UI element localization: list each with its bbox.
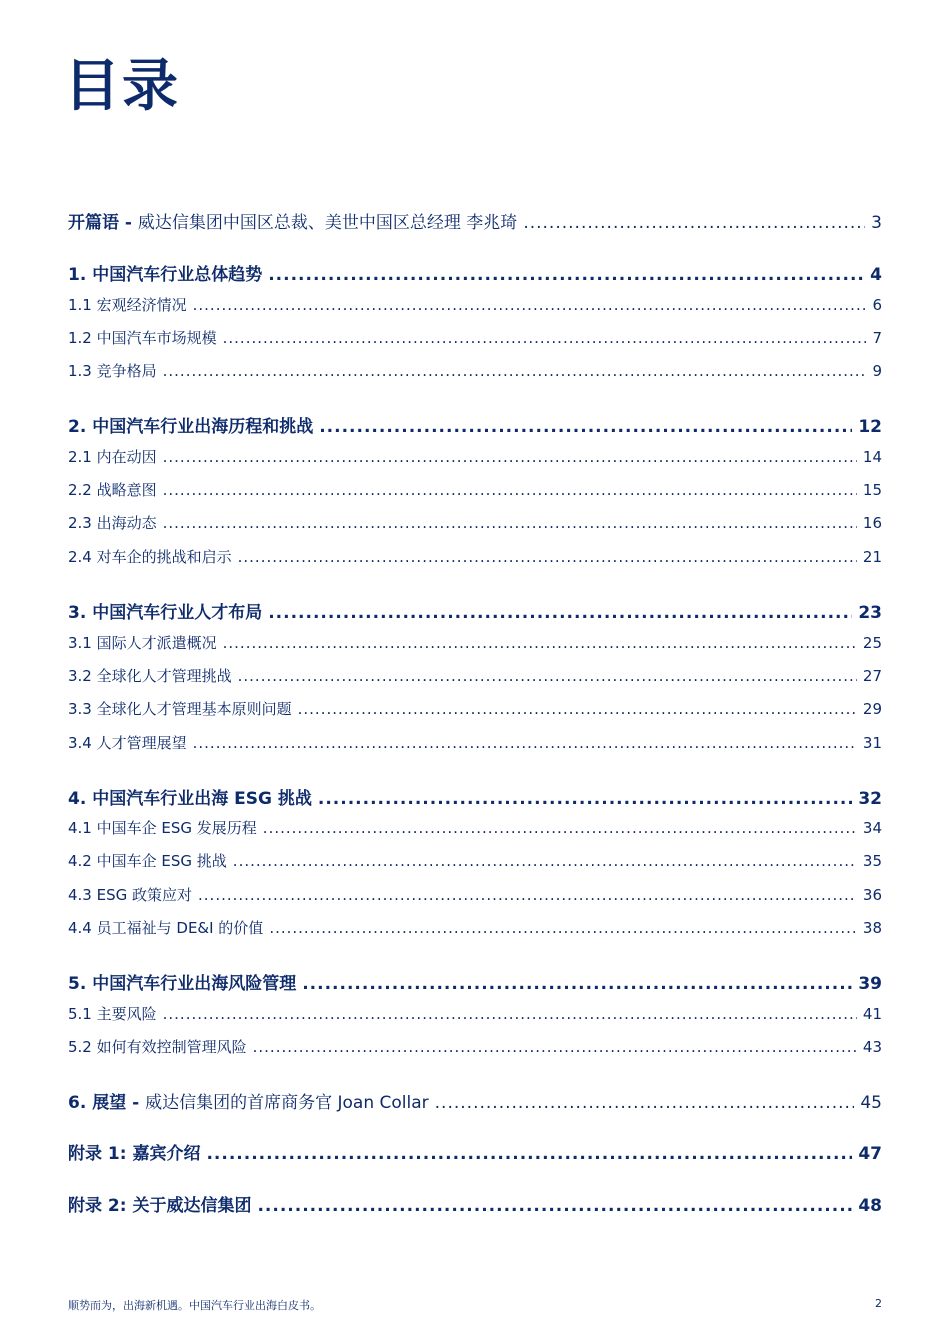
toc-dot-leader	[163, 1005, 857, 1023]
toc-entry-title-text: 4.2 中国车企 ESG 挑战	[68, 852, 227, 870]
toc-entry-title	[68, 969, 296, 994]
toc-entry-title-text: 3.4 人才管理展望	[68, 734, 187, 752]
toc-entry[interactable]	[68, 598, 882, 623]
toc-entry[interactable]	[68, 969, 882, 994]
toc-page-number: 35	[862, 852, 882, 870]
toc-dot-leader	[163, 514, 857, 532]
toc-entry-title	[68, 446, 157, 467]
toc-entry-title	[68, 412, 313, 437]
toc-dot-leader	[257, 1196, 852, 1216]
toc-dot-leader	[253, 1038, 857, 1056]
toc-page-number: 7	[872, 329, 882, 347]
toc-page-number: 31	[862, 734, 882, 752]
toc-subentry[interactable]	[68, 546, 882, 567]
toc-entry-title	[68, 917, 263, 938]
toc-entry-title	[68, 546, 232, 567]
toc-entry-title-text: 2.2 战略意图	[68, 481, 157, 499]
toc-subentry[interactable]	[68, 732, 882, 753]
toc-entry-title-text: 2.3 出海动态	[68, 514, 157, 532]
toc-entry-title	[68, 850, 227, 871]
toc-entry-title-text: 5.1 主要风险	[68, 1005, 157, 1023]
toc-entry-title-text: 2.1 内在动因	[68, 448, 157, 466]
toc-entry-title	[68, 260, 262, 285]
toc-page-number: 39	[858, 974, 882, 994]
toc-dot-leader	[269, 919, 857, 937]
toc-dot-leader	[298, 700, 857, 718]
toc-entry-title-text: 威达信集团的首席商务官 Joan Collar	[145, 1093, 429, 1113]
toc-page-number: 3	[871, 213, 882, 233]
toc-entry-title-bold: 附录 1: 嘉宾介绍	[68, 1144, 201, 1164]
toc-entry-title-bold: 1. 中国汽车行业总体趋势	[68, 265, 263, 285]
toc-entry-title-bold: 6. 展望 -	[68, 1093, 146, 1113]
toc-page-number: 6	[872, 296, 882, 314]
toc-entry-title	[68, 784, 312, 809]
toc-entry-title-text: 4.3 ESG 政策应对	[68, 886, 193, 904]
toc-entry[interactable]	[68, 1191, 882, 1216]
toc-entry-title	[68, 208, 517, 233]
toc-dot-leader	[268, 603, 852, 623]
toc-entry[interactable]	[68, 260, 882, 285]
toc-page-number: 38	[862, 919, 882, 937]
toc-page-number: 14	[862, 448, 882, 466]
toc-dot-leader	[198, 886, 857, 904]
toc-page-number: 21	[862, 548, 882, 566]
toc-subentry[interactable]	[68, 327, 882, 348]
toc-subentry[interactable]	[68, 479, 882, 500]
toc-entry-title	[68, 294, 187, 315]
toc-dot-leader	[318, 789, 852, 809]
toc-entry-title	[68, 1088, 429, 1113]
toc-dot-leader	[233, 852, 857, 870]
footer-page-number: 2	[875, 1297, 882, 1310]
toc-entry[interactable]	[68, 1139, 882, 1164]
toc-dot-leader	[193, 296, 867, 314]
toc-entry[interactable]	[68, 1088, 882, 1113]
toc-entry-title-bold: 2. 中国汽车行业出海历程和挑战	[68, 417, 314, 437]
toc-entry-title-bold: 附录 2: 关于威达信集团	[68, 1196, 252, 1216]
toc-page-number: 9	[872, 362, 882, 380]
toc-entry-title-text: 4.1 中国车企 ESG 发展历程	[68, 819, 257, 837]
toc-dot-leader	[268, 265, 864, 285]
toc-page-number: 12	[858, 417, 882, 437]
toc-entry-title	[68, 1003, 157, 1024]
toc-entry-title	[68, 817, 257, 838]
toc-subentry[interactable]	[68, 817, 882, 838]
toc-page-number: 16	[862, 514, 882, 532]
toc-entry-title	[68, 598, 262, 623]
toc-entry-title	[68, 1139, 200, 1164]
toc-page-number: 48	[858, 1196, 882, 1216]
toc-dot-leader	[223, 634, 857, 652]
toc-entry-title	[68, 632, 217, 653]
toc-dot-leader	[206, 1144, 852, 1164]
toc-entry[interactable]	[68, 412, 882, 437]
toc-subentry[interactable]	[68, 446, 882, 467]
toc-entry-title-text: 4.4 员工福祉与 DE&I 的价值	[68, 919, 264, 937]
toc-entry-title	[68, 360, 157, 381]
toc-entry-title	[68, 512, 157, 533]
toc-entry-title	[68, 1191, 251, 1216]
toc-entry-title-text: 5.2 如何有效控制管理风险	[68, 1038, 247, 1056]
toc-dot-leader	[163, 362, 867, 380]
toc-page-number: 23	[858, 603, 882, 623]
toc-subentry[interactable]	[68, 917, 882, 938]
toc-page-number: 43	[862, 1038, 882, 1056]
toc-subentry[interactable]	[68, 884, 882, 905]
toc-entry[interactable]	[68, 208, 882, 233]
toc-dot-leader	[193, 734, 857, 752]
toc-page-number: 36	[862, 886, 882, 904]
toc-entry-title-bold: 5. 中国汽车行业出海风险管理	[68, 974, 297, 994]
toc-page-number: 41	[862, 1005, 882, 1023]
toc-entry-title	[68, 327, 217, 348]
toc-page-number: 25	[862, 634, 882, 652]
toc-dot-leader	[319, 417, 852, 437]
toc-dot-leader	[238, 667, 857, 685]
toc-entry-title-text: 1.2 中国汽车市场规模	[68, 329, 217, 347]
toc-entry-title-text: 1.3 竞争格局	[68, 362, 157, 380]
toc-subentry[interactable]	[68, 632, 882, 653]
toc-page-number: 4	[870, 265, 882, 285]
toc-dot-leader	[163, 448, 857, 466]
toc-entry-title-text: 2.4 对车企的挑战和启示	[68, 548, 232, 566]
toc-subentry[interactable]	[68, 665, 882, 686]
toc-page-number: 34	[862, 819, 882, 837]
toc-entry-title-text: 威达信集团中国区总裁、美世中国区总经理 李兆琦	[137, 213, 518, 233]
toc-page-number: 47	[858, 1144, 882, 1164]
toc-subentry[interactable]	[68, 294, 882, 315]
toc-entry-title	[68, 884, 192, 905]
toc-entry-title	[68, 479, 157, 500]
toc-entry-title-text: 3.3 全球化人才管理基本原则问题	[68, 700, 292, 718]
toc-dot-leader	[435, 1093, 855, 1113]
toc-entry-title	[68, 665, 232, 686]
toc-subentry[interactable]	[68, 512, 882, 533]
toc-dot-leader	[238, 548, 857, 566]
toc-dot-leader	[223, 329, 867, 347]
toc-page-number: 45	[860, 1093, 882, 1113]
toc-dot-leader	[302, 974, 852, 994]
toc-page-number: 29	[862, 700, 882, 718]
toc-entry-title-text: 3.2 全球化人才管理挑战	[68, 667, 232, 685]
toc-dot-leader	[163, 481, 857, 499]
toc-entry[interactable]	[68, 784, 882, 809]
toc-subentry[interactable]	[68, 698, 882, 719]
toc-entry-title-text: 1.1 宏观经济情况	[68, 296, 187, 314]
toc-page-number: 27	[862, 667, 882, 685]
footer-text: 顺势而为，出海新机遇。中国汽车行业出海白皮书。	[68, 1299, 321, 1312]
toc-dot-leader	[523, 213, 865, 233]
toc-dot-leader	[263, 819, 857, 837]
toc-page-number: 32	[858, 789, 882, 809]
toc-entry-title-text: 3.1 国际人才派遣概况	[68, 634, 217, 652]
toc-entry-title	[68, 1036, 247, 1057]
toc-entry-title	[68, 698, 292, 719]
page-title: 目录	[64, 54, 180, 119]
toc-entry-title	[68, 732, 187, 753]
toc-entry-title-bold: 开篇语 -	[68, 213, 138, 233]
toc-entry-title-bold: 3. 中国汽车行业人才布局	[68, 603, 263, 623]
toc-subentry[interactable]	[68, 1003, 882, 1024]
toc-subentry[interactable]	[68, 1036, 882, 1057]
toc-subentry[interactable]	[68, 360, 882, 381]
toc-page-number: 15	[862, 481, 882, 499]
toc-subentry[interactable]	[68, 850, 882, 871]
toc-entry-title-bold: 4. 中国汽车行业出海 ESG 挑战	[68, 789, 312, 809]
